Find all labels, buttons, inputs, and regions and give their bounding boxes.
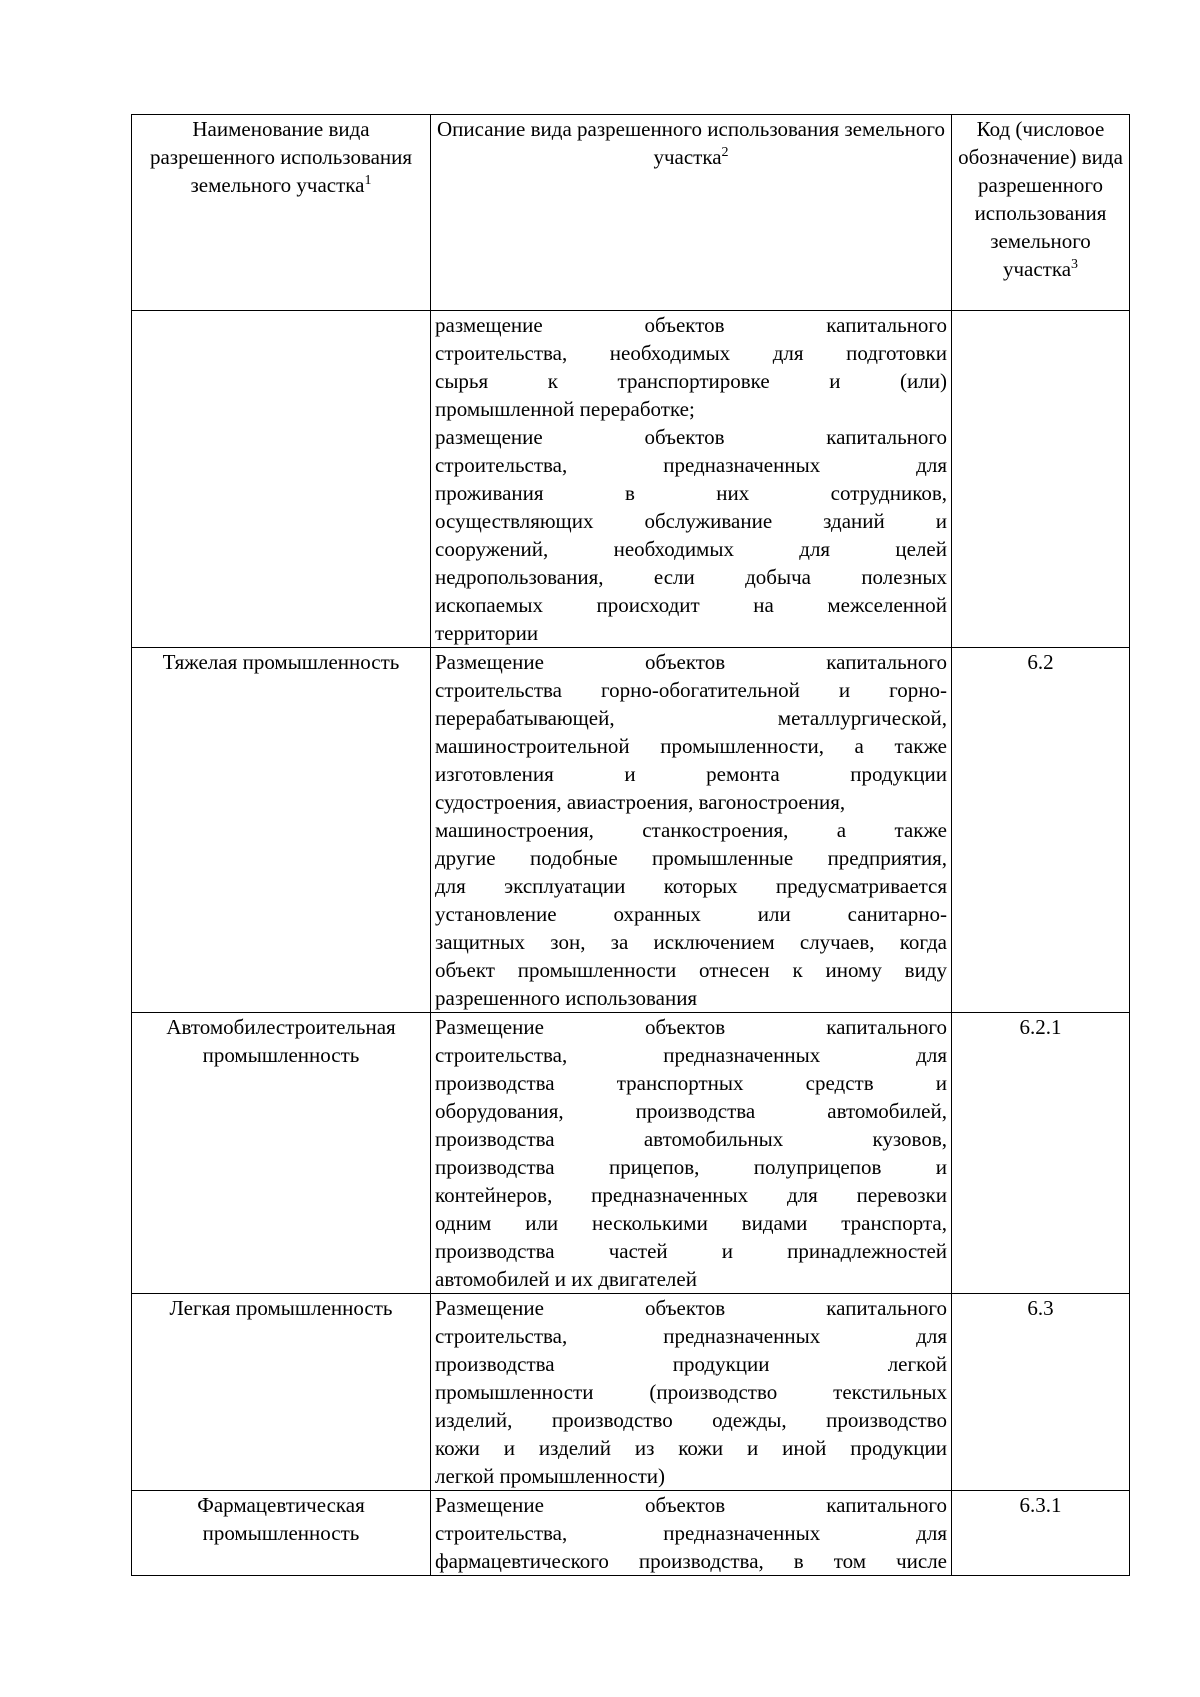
description-line: оборудования, производства автомобилей, [435, 1099, 947, 1123]
description-line: недропользования, если добыча полезных [435, 565, 947, 589]
description-line: контейнеров, предназначенных для перевозки [435, 1183, 947, 1207]
description-line: другие подобные промышленные предприятия, [435, 846, 947, 870]
header-desc-cell [431, 115, 952, 311]
description-line: фармацевтического производства, в том числе [435, 1549, 947, 1573]
header-desc-text: Описание вида разрешенного использования земельного участка [437, 117, 945, 169]
description-line: машиностроения, станкостроения, а также [435, 818, 947, 842]
description-line: защитных зон, за исключением случаев, когда [435, 930, 947, 954]
description-line: производства прицепов, полуприцепов и [435, 1155, 947, 1179]
use-name-cell [132, 311, 431, 648]
description-line: изделий, производство одежды, производство [435, 1408, 947, 1432]
use-name-cell: Фармацевтическая промышленность [132, 1491, 431, 1576]
table-body [132, 311, 1130, 1576]
header-name-cell [132, 115, 431, 311]
description-line: сырья к транспортировке и (или) [435, 369, 947, 393]
description-line: кожи и изделий из кожи и иной продукции [435, 1436, 947, 1460]
table-row [132, 311, 1130, 648]
use-name-cell: Автомобилестроительная промышленность [132, 1013, 431, 1294]
use-name-cell: Тяжелая промышленность [132, 648, 431, 1013]
use-code-cell: 6.2.1 [952, 1013, 1130, 1294]
description-line: строительства, предназначенных для [435, 453, 947, 477]
description-line: территории [435, 621, 539, 645]
description-line: строительства горно-обогатительной и горно- [435, 678, 947, 702]
use-code-cell: 6.2 [952, 648, 1130, 1013]
description-line: размещение объектов капитального [435, 313, 947, 337]
footnote-marker-2: 2 [721, 145, 729, 160]
use-description-cell [431, 1013, 952, 1294]
use-name-cell: Легкая промышленность [132, 1294, 431, 1491]
description-line: Размещение объектов капитального [435, 650, 947, 674]
table-row [132, 1013, 1130, 1294]
description-line: для эксплуатации которых предусматривается [435, 874, 947, 898]
use-code-cell [952, 311, 1130, 648]
description-line: строительства, предназначенных для [435, 1324, 947, 1348]
description-line: производства автомобильных кузовов, [435, 1127, 947, 1151]
description-line: сооружений, необходимых для целей [435, 537, 947, 561]
description-line: размещение объектов капитального [435, 425, 947, 449]
use-description-cell [431, 648, 952, 1013]
use-description-cell [431, 1294, 952, 1491]
description-line: Размещение объектов капитального [435, 1015, 947, 1039]
use-code-cell: 6.3.1 [952, 1491, 1130, 1576]
description-line: осуществляющих обслуживание зданий и [435, 509, 947, 533]
description-line: строительства, предназначенных для [435, 1521, 947, 1545]
description-line: промышленности (производство текстильных [435, 1380, 947, 1404]
header-code-cell [952, 115, 1130, 311]
use-description-cell [431, 1491, 952, 1576]
description-line: строительства, необходимых для подготовки [435, 341, 947, 365]
description-line: автомобилей и их двигателей [435, 1267, 697, 1291]
use-description-cell [431, 311, 952, 648]
description-line: ископаемых происходит на межселенной [435, 593, 947, 617]
table-header-row [132, 115, 1130, 311]
description-line: судостроения, авиастроения, вагоностроения, [435, 790, 846, 814]
description-line: строительства, предназначенных для [435, 1043, 947, 1067]
use-code-cell: 6.3 [952, 1294, 1130, 1491]
description-line: изготовления и ремонта продукции [435, 762, 947, 786]
description-line: промышленной переработке; [435, 397, 695, 421]
description-line: производства частей и принадлежностей [435, 1239, 947, 1263]
table-row [132, 1294, 1130, 1491]
land-use-table [131, 114, 1130, 1576]
header-code-text: Код (числовое обозначение) вида разрешенного использования земельного участка [958, 117, 1123, 281]
description-line: перерабатывающей, металлургической, [435, 706, 947, 730]
footnote-marker-3: 3 [1071, 257, 1079, 272]
description-line: одним или несколькими видами транспорта, [435, 1211, 947, 1235]
description-line: установление охранных или санитарно- [435, 902, 947, 926]
description-line: Размещение объектов капитального [435, 1296, 947, 1320]
header-name-text: Наименование вида разрешенного использования земельного участка [149, 117, 413, 197]
table-row [132, 648, 1130, 1013]
description-line: Размещение объектов капитального [435, 1493, 947, 1517]
description-line: объект промышленности отнесен к иному виду [435, 958, 947, 982]
footnote-marker-1: 1 [364, 173, 372, 188]
description-line: производства продукции легкой [435, 1352, 947, 1376]
description-line: проживания в них сотрудников, [435, 481, 947, 505]
table-row [132, 1491, 1130, 1576]
description-line: производства транспортных средств и [435, 1071, 947, 1095]
description-line: машиностроительной промышленности, а также [435, 734, 947, 758]
description-line: разрешенного использования [435, 986, 698, 1010]
description-line: легкой промышленности) [435, 1464, 665, 1488]
